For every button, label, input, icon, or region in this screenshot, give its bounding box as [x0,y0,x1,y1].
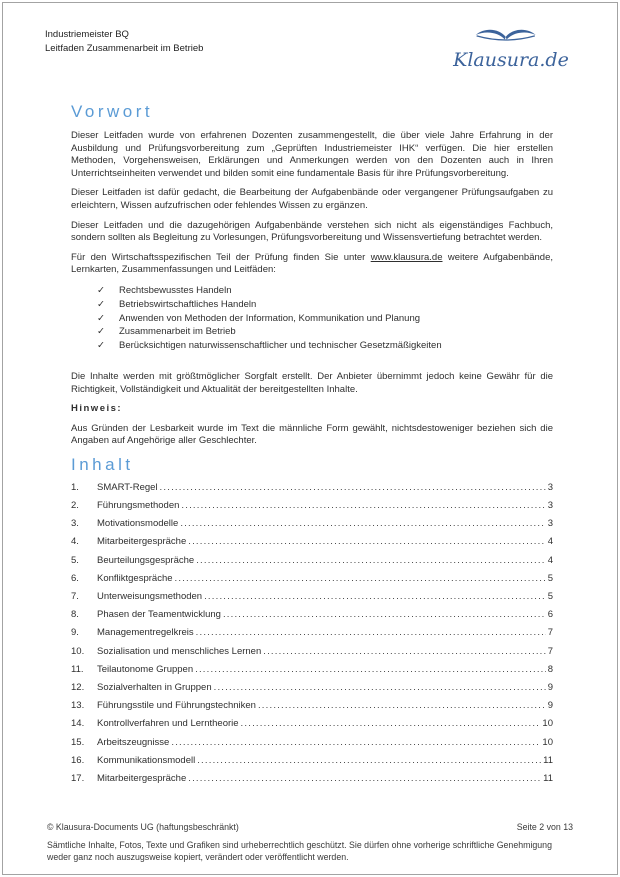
toc-entry-number: 4. [71,536,79,548]
toc-entry-label: Managementregelkreis [97,627,194,639]
toc-leader-dots [160,482,546,493]
toc-entry-label: Sozialisation und menschliches Lernen [97,645,262,657]
toc-entry-number: 3. [71,518,79,530]
footer-disclaimer: Sämtliche Inhalte, Fotos, Texte und Grafiken sind urheberrechtlich geschützt. Sie dürfen ohne vorherige schriftliche Genehmigung weder ganz noch auszugsweise kopiert, verändert oder veröffentlicht werden. [47,839,552,862]
paragraph-4-text-after: weitere Aufgabenbände, Lernkarten, Zusammenfassungen und Leitfäden: [71,251,553,276]
toc-leader-dots [214,682,546,693]
toc-entry-page: 11 [543,772,553,784]
toc-entry-page: 5 [547,591,553,603]
toc-entry[interactable] [71,518,553,536]
topics-checklist [97,284,553,353]
header-course-title: Industriemeister BQ [45,29,129,40]
toc-entry-page: 7 [547,645,553,657]
toc-entry-page: 3 [547,518,553,530]
toc-entry[interactable] [71,646,553,664]
checkmark-icon: ✓ [97,298,105,310]
toc-entry[interactable] [71,773,553,791]
toc-leader-dots [263,646,545,657]
checklist-item-label: Anwenden von Methoden der Information, Kommunikation und Planung [119,312,421,324]
paragraph-4-text-before: Für den Wirtschaftsspezifischen Teil der Prüfung finden Sie unter [71,251,371,263]
toc-entry-page: 9 [547,681,553,693]
checklist-item [97,339,553,353]
vorwort-paragraph-4 [71,252,553,277]
section-title-vorwort: Vorwort [71,102,154,121]
toc-entry-page: 4 [547,554,553,566]
toc-leader-dots [180,518,545,529]
checkmark-icon: ✓ [97,340,105,352]
toc-leader-dots [188,536,545,547]
toc-entry-label: Kommunikationsmodell [97,754,196,766]
toc-entry-label: Führungsmethoden [97,500,180,512]
vorwort-paragraph-3: Dieser Leitfaden und die dazugehörigen Aufgabenbände verstehen sich nicht als eigenständiges Fachbuch, sondern sollten als Begleitung zu Vorlesungen, Prüfungsvorbereitung und Wissensvertiefung betrachtet werden. [71,219,553,244]
toc-entry[interactable] [71,682,553,700]
checklist-item-label: Betriebswirtschaftliches Handeln [119,298,257,310]
toc-entry-page: 8 [547,663,553,675]
open-book-icon [473,25,539,45]
toc-leader-dots [258,700,546,711]
toc-leader-dots [197,755,541,766]
klausura-logo [441,25,581,71]
checkmark-icon: ✓ [97,326,105,338]
toc-entry-number: 12. [71,681,85,693]
toc-entry-number: 16. [71,754,85,766]
toc-entry-number: 15. [71,736,85,748]
table-of-contents [71,482,553,791]
toc-leader-dots [181,500,545,511]
header-document-title: Leitfaden Zusammenarbeit im Betrieb [45,42,204,54]
checklist-item [97,325,553,339]
toc-entry-label: Phasen der Teamentwicklung [97,609,221,621]
checkmark-icon: ✓ [97,284,105,296]
toc-entry-page: 4 [547,536,553,548]
toc-entry-label: Beurteilungsgespräche [97,554,195,566]
toc-entry-page: 3 [547,481,553,493]
vorwort-paragraph-1: Dieser Leitfaden wurde von erfahrenen Dozenten zusammengestellt, die über viele Jahre Erfahrung in der Ausbildung und Prüfungsvorbereitung zum „Geprüften Industriemeister IHK“ verfügen. Die hier erstellen Methoden, Vorgehensweisen, Erklärungen und Anmerkungen werden von den Dozenten auch in Ihren Unterrichtseinheiten verwendet und bilden somit eine fundamentale Basis für ihre Prüfungsvorbereitung. [71,130,553,179]
toc-entry-page: 9 [547,700,553,712]
toc-entry[interactable] [71,573,553,591]
hinweis-label: Hinweis: [71,403,123,415]
checklist-item-label: Rechtsbewusstes Handeln [119,284,232,296]
toc-entry-label: Konfliktgespräche [97,572,173,584]
page-footer [47,822,573,863]
toc-entry-page: 5 [547,572,553,584]
toc-leader-dots [196,555,546,566]
toc-leader-dots [223,609,546,620]
checklist-item [97,284,553,298]
toc-entry-page: 11 [543,754,553,766]
toc-entry[interactable] [71,555,553,573]
toc-entry[interactable] [71,755,553,773]
toc-entry-label: Motivationsmodelle [97,518,179,530]
toc-entry-number: 11. [71,663,84,675]
toc-entry[interactable] [71,737,553,755]
toc-entry-number: 17. [71,772,85,784]
checklist-item-label: Zusammenarbeit im Betrieb [119,326,236,338]
vorwort-paragraph-2: Dieser Leitfaden ist dafür gedacht, die Bearbeitung der Aufgabenbände oder vergangener Prüfungsaufgaben zu erleichtern, Wissen aufzufrischen oder fehlendes Wissen zu ergänzen. [71,187,553,211]
toc-entry-label: Sozialverhalten in Gruppen [97,681,212,693]
toc-entry-number: 9. [71,627,79,639]
toc-entry[interactable] [71,500,553,518]
toc-leader-dots [204,591,546,602]
toc-entry-page: 7 [547,627,553,639]
klausura-website-link[interactable]: www.klausura.de [370,251,443,263]
section-title-inhalt: Inhalt [71,454,134,474]
toc-entry-label: Kontrollverfahren und Lerntheorie [97,718,239,730]
checklist-item [97,298,553,312]
checklist-item [97,312,553,326]
toc-entry-number: 8. [71,609,79,621]
page-content [71,102,553,791]
footer-copyright: © Klausura-Documents UG (haftungsbeschränkt) [47,821,239,832]
toc-leader-dots [195,664,546,675]
document-page [2,2,618,875]
toc-entry-page: 10 [542,718,553,730]
toc-entry-label: SMART-Regel [97,481,158,493]
toc-leader-dots [188,773,541,784]
toc-entry[interactable] [71,718,553,736]
toc-entry-number: 14. [71,718,85,730]
toc-entry-number: 7. [71,591,79,603]
toc-entry-label: Mitarbeitergespräche [97,772,187,784]
toc-entry-label: Arbeitszeugnisse [97,736,170,748]
toc-entry-number: 5. [71,554,79,566]
toc-entry[interactable] [71,627,553,645]
gender-note-paragraph: Aus Gründen der Lesbarkeit wurde im Text die männliche Form gewählt, nichtsdestoweniger beziehen sich die Angaben auf Angehörige aller Geschlechter. [71,422,553,447]
toc-entry[interactable] [71,664,553,682]
toc-leader-dots [175,573,546,584]
logo-wordmark: Klausura.de [453,49,569,71]
toc-entry-page: 6 [547,609,553,621]
toc-entry-number: 13. [71,700,85,712]
footer-page-number: Seite 2 von 13 [516,821,573,832]
toc-entry[interactable] [71,700,553,718]
toc-entry-label: Mitarbeitergespräche [97,536,187,548]
header-block [45,28,203,55]
toc-entry[interactable] [71,591,553,609]
toc-entry-label: Teilautonome Gruppen [97,663,194,675]
checklist-item-label: Berücksichtigen naturwissenschaftlicher und technischer Gesetzmäßigkeiten [119,340,442,352]
toc-entry-label: Unterweisungsmethoden [97,591,203,603]
toc-entry-page: 3 [547,500,553,512]
toc-entry[interactable] [71,482,553,500]
toc-entry-number: 1. [71,481,79,493]
toc-entry-number: 2. [71,500,79,512]
disclaimer-content-paragraph: Die Inhalte werden mit größtmöglicher Sorgfalt erstellt. Der Anbieter übernimmt jedoch keine Gewähr für die Richtigkeit, Vollständigkeit und Aktualität der bereitgestellten Inhalte. [71,370,553,395]
toc-entry-label: Führungsstile und Führungstechniken [97,700,256,712]
checkmark-icon: ✓ [97,312,105,324]
toc-entry[interactable] [71,609,553,627]
toc-entry-number: 10. [71,645,85,657]
toc-leader-dots [196,627,546,638]
toc-entry[interactable] [71,536,553,554]
toc-entry-number: 6. [71,572,79,584]
toc-leader-dots [241,718,541,729]
toc-leader-dots [171,737,540,748]
toc-entry-page: 10 [542,736,553,748]
